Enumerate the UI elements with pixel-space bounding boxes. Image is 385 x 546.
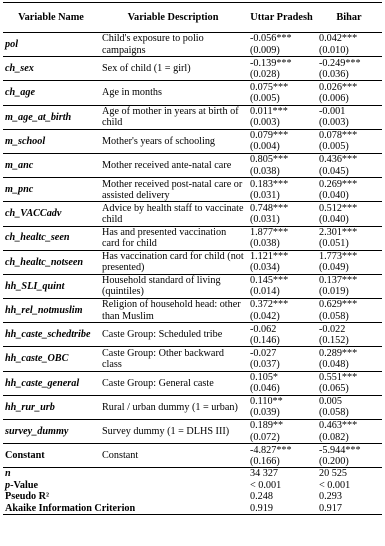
uttar-pradesh-estimate — [247, 226, 316, 250]
coefficient: 0.110** — [250, 396, 283, 408]
coefficient: 0.005 — [319, 396, 342, 408]
coefficient: 0.078*** — [319, 130, 358, 142]
variable-name: hh_SLI_quint — [5, 280, 65, 292]
bihar-estimate — [316, 226, 382, 250]
uttar-pradesh-estimate — [247, 81, 316, 105]
standard-error: (0.058) — [319, 407, 349, 419]
uttar-pradesh-estimate — [247, 33, 316, 57]
coefficient: 0.289*** — [319, 347, 358, 359]
variable-description: Age in months — [102, 87, 162, 99]
uttar-pradesh-estimate — [247, 178, 316, 202]
variable-description: Advice by health staff to vaccinate child — [102, 202, 244, 225]
table-row — [3, 250, 382, 274]
uttar-pradesh-estimate — [247, 299, 316, 323]
bihar-estimate — [316, 371, 382, 395]
coefficient: 0.075*** — [250, 81, 289, 93]
bihar-estimate — [316, 250, 382, 274]
table-row — [3, 178, 382, 202]
standard-error: (0.040) — [319, 213, 349, 225]
table-row — [3, 347, 382, 371]
uttar-pradesh-estimate — [247, 371, 316, 395]
variable-description: Caste Group: Other backward class — [102, 347, 224, 371]
header-state-bihar: Bihar — [336, 12, 362, 23]
uttar-pradesh-estimate — [247, 202, 316, 226]
table-row — [3, 323, 382, 347]
variable-name: pol — [5, 38, 19, 50]
coefficient: -0.027 — [250, 347, 277, 359]
uttar-pradesh-estimate — [247, 105, 316, 129]
uttar-pradesh-stat: 0.248 — [250, 491, 273, 503]
uttar-pradesh-estimate — [247, 274, 316, 298]
standard-error: (0.031) — [250, 189, 280, 201]
variable-description: Caste Group: General caste — [102, 377, 214, 389]
variable-name: m_pnc — [5, 184, 34, 196]
standard-error: (0.166) — [250, 455, 280, 467]
standard-error: (0.003) — [250, 117, 280, 129]
variable-name: m_anc — [5, 159, 34, 171]
variable-description: Survey dummy (1 = DLHS III) — [102, 425, 230, 437]
uttar-pradesh-stat: 34 327 — [250, 468, 279, 480]
variable-name: ch_VACCadv — [5, 208, 62, 220]
variable-description: Has and presented vaccination card for child — [102, 226, 227, 250]
coefficient: 0.145*** — [250, 275, 289, 287]
variable-description: Sex of child (1 = girl) — [102, 63, 191, 75]
uttar-pradesh-estimate — [247, 444, 316, 468]
table-row — [3, 129, 382, 153]
table-header-row — [3, 3, 382, 33]
variable-name: ch_age — [5, 87, 35, 99]
variable-description: Mother received post-natal care or assisted delivery — [102, 178, 243, 201]
bihar-estimate — [316, 33, 382, 57]
coefficient: 0.079*** — [250, 130, 289, 142]
variable-description: Constant — [102, 450, 139, 462]
variable-description: Has vaccination card for child (not presented) — [102, 251, 244, 274]
table-row — [3, 444, 382, 468]
standard-error: (0.038) — [250, 165, 280, 177]
standard-error: (0.005) — [250, 92, 280, 104]
coefficient: 0.042*** — [319, 33, 358, 45]
table-row — [3, 202, 382, 226]
uttar-pradesh-stat: < 0.001 — [250, 479, 282, 491]
standard-error: (0.039) — [250, 407, 280, 419]
coefficient: 0.372*** — [250, 299, 289, 311]
variable-name: hh_rel_notmuslim — [5, 305, 83, 317]
standard-error: (0.082) — [319, 431, 349, 443]
header-state-uttar-pradesh: Uttar Pradesh — [250, 12, 313, 23]
standard-error: (0.152) — [319, 334, 349, 346]
standard-error: (0.014) — [250, 286, 280, 298]
coefficient: 0.137*** — [319, 275, 358, 287]
bihar-stat: 20 525 — [319, 468, 348, 480]
uttar-pradesh-estimate — [247, 153, 316, 177]
table-row — [3, 395, 382, 419]
stat-row — [3, 480, 382, 492]
stat-row — [3, 503, 382, 515]
coefficient: 0.748*** — [250, 202, 289, 214]
standard-error: (0.146) — [250, 334, 280, 346]
bihar-estimate — [316, 202, 382, 226]
coefficient: 0.629*** — [319, 299, 358, 311]
uttar-pradesh-estimate — [247, 323, 316, 347]
standard-error: (0.034) — [250, 262, 280, 274]
coefficient: 1.773*** — [319, 251, 358, 263]
header-variable-description: Variable Description — [127, 12, 219, 23]
header-variable-name: Variable Name — [18, 12, 84, 23]
standard-error: (0.009) — [250, 44, 280, 56]
bihar-estimate — [316, 420, 382, 444]
variable-description: Mother's years of schooling — [102, 135, 216, 147]
variable-name: hh_caste_schedtribe — [5, 329, 91, 341]
coefficient: 2.301*** — [319, 226, 358, 238]
variable-name: hh_caste_general — [5, 377, 80, 389]
standard-error: (0.003) — [319, 117, 349, 129]
stat-label: Akaike Information Criterion — [5, 502, 136, 514]
coefficient: 1.877*** — [250, 226, 289, 238]
bihar-estimate — [316, 299, 382, 323]
table-row — [3, 81, 382, 105]
standard-error: (0.005) — [319, 141, 349, 153]
variable-description: Mother received ante-natal care — [102, 159, 232, 171]
variable-description: Age of mother in years at birth of child — [102, 105, 239, 129]
table-row — [3, 57, 382, 81]
bihar-estimate — [316, 395, 382, 419]
regression-table — [3, 2, 382, 515]
table-row — [3, 226, 382, 250]
standard-error: (0.049) — [319, 262, 349, 274]
standard-error: (0.010) — [319, 44, 349, 56]
variable-name: survey_dummy — [5, 425, 69, 437]
coefficient: -0.001 — [319, 105, 346, 117]
uttar-pradesh-estimate — [247, 347, 316, 371]
coefficient: 0.189** — [250, 420, 284, 432]
standard-error: (0.028) — [250, 68, 280, 80]
standard-error: (0.072) — [250, 431, 280, 443]
variable-description: Caste Group: Scheduled tribe — [102, 329, 223, 341]
bihar-stat: 0.917 — [319, 502, 342, 514]
standard-error: (0.038) — [250, 238, 280, 250]
standard-error: (0.051) — [319, 238, 349, 250]
table-row — [3, 299, 382, 323]
standard-error: (0.048) — [319, 359, 349, 371]
table-row — [3, 371, 382, 395]
table-row — [3, 420, 382, 444]
bihar-stat: 0.293 — [319, 491, 342, 503]
uttar-pradesh-estimate — [247, 129, 316, 153]
variable-name: ch_healtc_notseen — [5, 256, 84, 268]
coefficient: -0.022 — [319, 323, 346, 335]
bihar-estimate — [316, 105, 382, 129]
coefficient: 0.436*** — [319, 154, 358, 166]
table-row — [3, 105, 382, 129]
variable-name: m_age_at_birth — [5, 111, 72, 123]
variable-name: hh_caste_OBC — [5, 353, 69, 365]
bihar-estimate — [316, 153, 382, 177]
coefficient: -0.062 — [250, 323, 277, 335]
table-row — [3, 33, 382, 57]
standard-error: (0.019) — [319, 286, 349, 298]
coefficient: 0.269*** — [319, 178, 358, 190]
bihar-estimate — [316, 323, 382, 347]
bihar-estimate — [316, 81, 382, 105]
coefficient: 0.105* — [250, 372, 279, 384]
uttar-pradesh-stat: 0.919 — [250, 502, 273, 514]
standard-error: (0.065) — [319, 383, 349, 395]
coefficient: -0.249*** — [319, 57, 361, 69]
variable-name: ch_sex — [5, 63, 34, 75]
coefficient: 0.183*** — [250, 178, 289, 190]
bihar-estimate — [316, 178, 382, 202]
standard-error: (0.046) — [250, 383, 280, 395]
coefficient: 0.011*** — [250, 105, 288, 117]
bihar-estimate — [316, 444, 382, 468]
stat-row — [3, 491, 382, 503]
variable-name: m_school — [5, 135, 46, 147]
standard-error: (0.031) — [250, 213, 280, 225]
uttar-pradesh-estimate — [247, 57, 316, 81]
standard-error: (0.036) — [319, 68, 349, 80]
stat-row — [3, 468, 382, 480]
standard-error: (0.045) — [319, 165, 349, 177]
coefficient: 1.121*** — [250, 251, 289, 263]
standard-error: (0.042) — [250, 310, 280, 322]
variable-name: hh_rur_urb — [5, 401, 55, 413]
coefficient: -5.944*** — [319, 444, 361, 456]
coefficient: 0.805*** — [250, 154, 289, 166]
variable-description: Religion of household head: other than Muslim — [102, 299, 241, 322]
uttar-pradesh-estimate — [247, 395, 316, 419]
coefficient: -4.827*** — [250, 444, 292, 456]
variable-description: Rural / urban dummy (1 = urban) — [102, 401, 238, 413]
variable-name: ch_healtc_seen — [5, 232, 70, 244]
uttar-pradesh-estimate — [247, 420, 316, 444]
standard-error: (0.200) — [319, 455, 349, 467]
table-row — [3, 274, 382, 298]
coefficient: 0.463*** — [319, 420, 358, 432]
standard-error: (0.058) — [319, 310, 349, 322]
stat-label: Pseudo R² — [5, 491, 50, 503]
bihar-estimate — [316, 129, 382, 153]
bihar-estimate — [316, 347, 382, 371]
coefficient: -0.139*** — [250, 57, 292, 69]
standard-error: (0.037) — [250, 359, 280, 371]
standard-error: (0.040) — [319, 189, 349, 201]
coefficient: -0.056*** — [250, 33, 292, 45]
stat-label: n — [5, 468, 11, 480]
coefficient: 0.551*** — [319, 372, 358, 384]
variable-description: Child's exposure to polio campaigns — [102, 33, 204, 56]
bihar-estimate — [316, 57, 382, 81]
stat-label: p-Value — [5, 479, 39, 491]
standard-error: (0.006) — [319, 92, 349, 104]
variable-description: Household standard of living (quintiles) — [102, 275, 221, 298]
standard-error: (0.004) — [250, 141, 280, 153]
variable-name: Constant — [5, 450, 45, 462]
bihar-stat: < 0.001 — [319, 479, 351, 491]
coefficient: 0.026*** — [319, 81, 358, 93]
coefficient: 0.512*** — [319, 202, 358, 214]
bihar-estimate — [316, 274, 382, 298]
table-row — [3, 153, 382, 177]
uttar-pradesh-estimate — [247, 250, 316, 274]
